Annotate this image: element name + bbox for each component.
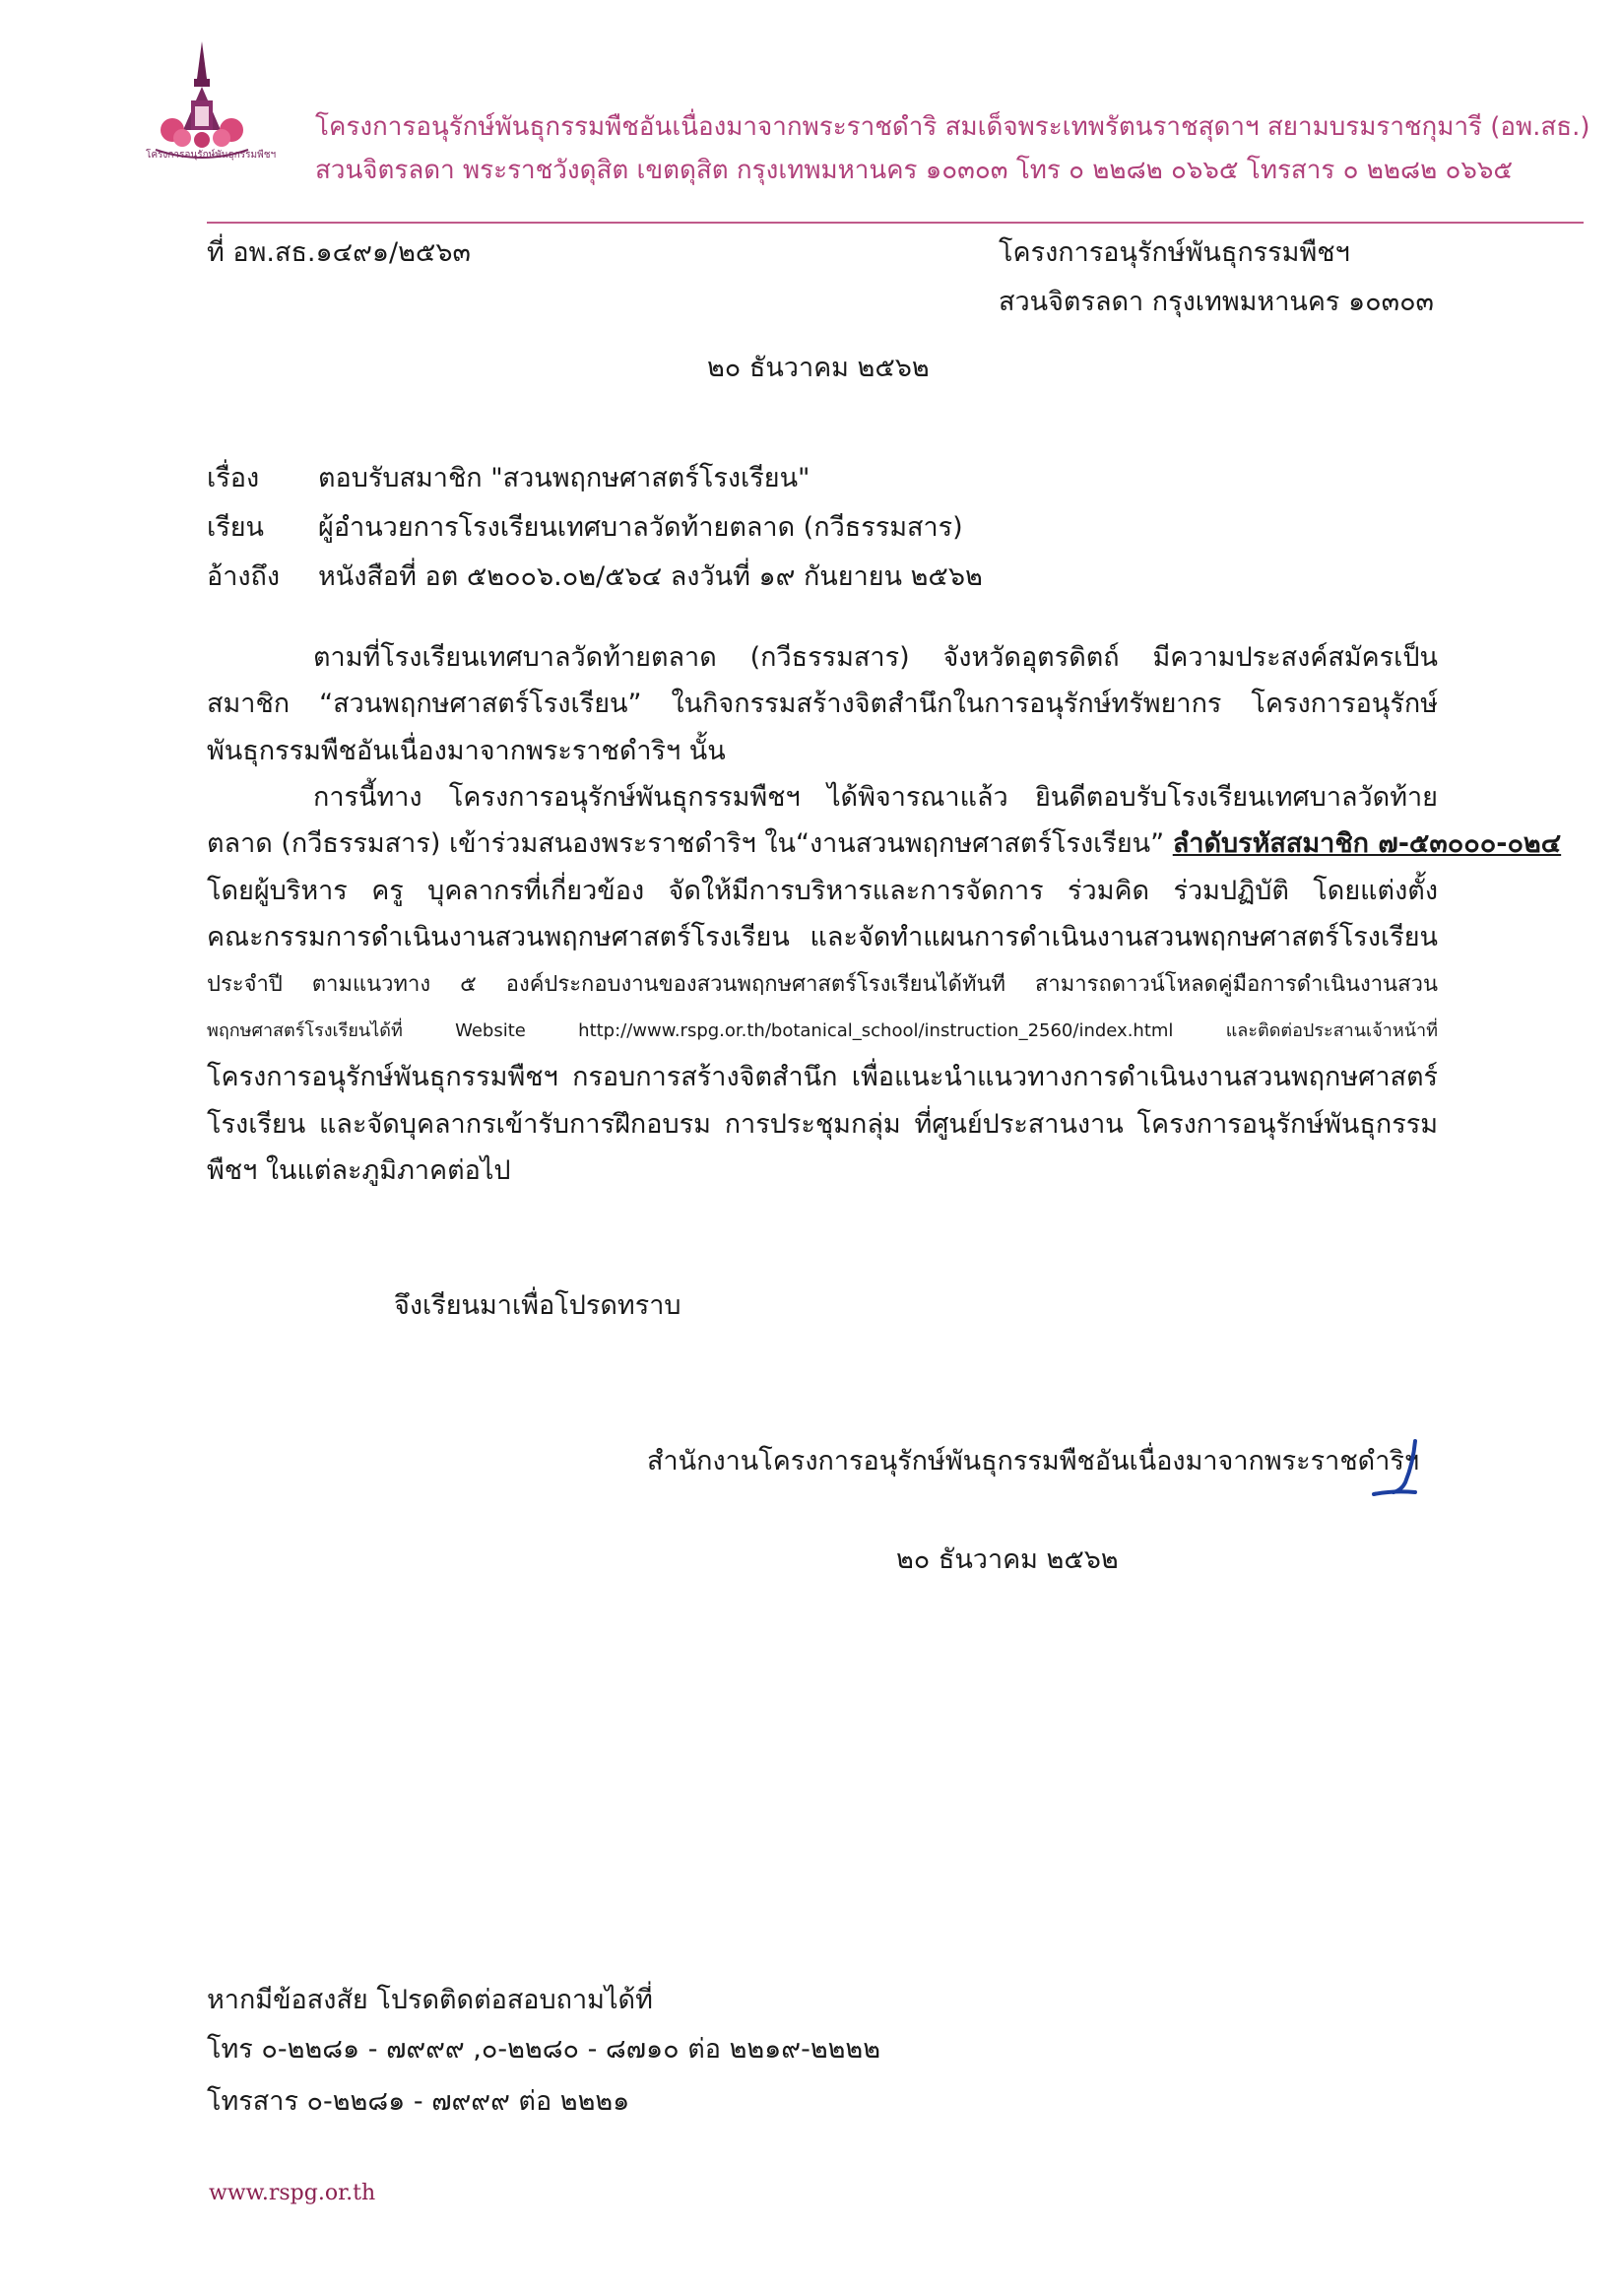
paragraph-2-line: โดยผู้บริหาร ครู บุคลากรที่เกี่ยวข้อง จัดให้มีการบริหารและการจัดการ ร่วมคิด ร่วมปฏิบัติ โดยแต่งตั้ง: [207, 875, 1438, 906]
subject-label: เรื่อง: [207, 463, 260, 493]
paragraph-2-line: คณะกรรมการดำเนินงานสวนพฤกษศาสตร์โรงเรียน และจัดทำแผนการดำเนินงานสวนพฤกษศาสตร์โรงเรียน: [207, 922, 1438, 953]
contact-telephone: โทร ๐-๒๒๘๑ - ๗๙๙๙ ,๐-๒๒๘๐ - ๘๗๑๐ ต่อ ๒๒๑๙-๒๒๒๒: [207, 2034, 881, 2065]
sender-line-1: โครงการอนุรักษ์พันธุกรรมพืชฯ: [999, 237, 1350, 268]
closing-text: จึงเรียนมาเพื่อโปรดทราบ: [394, 1290, 681, 1321]
paragraph-1-line: พันธุกรรมพืชอันเนื่องมาจากพระราชดำริฯ นั้น: [207, 735, 726, 766]
letterhead-divider: [207, 222, 1584, 224]
paragraph-2-line: โครงการอนุรักษ์พันธุกรรมพืชฯ กรอบการสร้างจิตสำนึก เพื่อแนะนำแนวทางการดำเนินงานสวนพฤกษศาสตร์: [207, 1062, 1438, 1093]
sender-line-2: สวนจิตรลดา กรุงเทพมหานคร ๑๐๓๐๓: [999, 287, 1435, 317]
contact-intro: หากมีข้อสงสัย โปรดติดต่อสอบถามได้ที่: [207, 1985, 653, 2015]
handwritten-signature: [1364, 1433, 1443, 1512]
paragraph-2-line-with-code: [207, 820, 1562, 867]
signature-office: สำนักงานโครงการอนุรักษ์พันธุกรรมพืชอันเนื่องมาจากพระราชดำริฯ: [647, 1446, 1420, 1476]
reference-value: หนังสือที่ อต ๕๒๐๐๖.๐๒/๕๖๔ ลงวันที่ ๑๙ กันยายน ๒๕๖๒: [318, 561, 983, 592]
subject-value: ตอบรับสมาชิก "สวนพฤกษศาสตร์โรงเรียน": [318, 463, 810, 493]
reference-number: ที่ อพ.สธ.๑๔๙๑/๒๕๖๓: [207, 237, 471, 268]
member-code: ลำดับรหัสสมาชิก ๗-๕๓๐๐๐-๐๒๔: [1172, 828, 1562, 860]
letter-date: ๒๐ ธันวาคม ๒๕๖๒: [707, 353, 930, 383]
logo-caption: โครงการอนุรักษ์พันธุกรรมพืชฯ: [146, 150, 277, 161]
paragraph-2-line: การนี้ทาง โครงการอนุรักษ์พันธุกรรมพืชฯ ได้พิจารณาแล้ว ยินดีตอบรับโรงเรียนเทศบาลวัดท้าย: [313, 782, 1438, 813]
paragraph-2-line-with-url: พฤกษศาสตร์โรงเรียนได้ที่ Website http://www.rspg.or.th/botanical_school/instruction_2560/index.html และติดต่อประสานเจ้าหน้าที่: [207, 1020, 1438, 1042]
recipient-label: เรียน: [207, 512, 265, 543]
paragraph-2-line: ประจำปี ตามแนวทาง ๕ องค์ประกอบงานของสวนพฤกษศาสตร์โรงเรียนได้ทันที สามารถดาวน์โหลดคู่มือการดำเนินงานสวน: [207, 971, 1438, 997]
footer-website[interactable]: www.rspg.or.th: [209, 2181, 376, 2205]
recipient-value: ผู้อำนวยการโรงเรียนเทศบาลวัดท้ายตลาด (กวีธรรมสาร): [318, 512, 963, 543]
letterhead-line-1: โครงการอนุรักษ์พันธุกรรมพืชอันเนื่องมาจากพระราชดำริ สมเด็จพระเทพรัตนราชสุดาฯ สยามบรมราชกุมารี (อพ.สธ.): [315, 112, 1590, 142]
signature-date: ๒๐ ธันวาคม ๒๕๖๒: [896, 1544, 1119, 1575]
paragraph-2-line: พืชฯ ในแต่ละภูมิภาคต่อไป: [207, 1155, 511, 1187]
contact-fax: โทรสาร ๐-๒๒๘๑ - ๗๙๙๙ ต่อ ๒๒๒๑: [207, 2086, 630, 2117]
body-paragraph-1: [207, 634, 1438, 774]
letterhead-line-2: สวนจิตรลดา พระราชวังดุสิต เขตดุสิต กรุงเทพมหานคร ๑๐๓๐๓ โทร ๐ ๒๒๘๒ ๐๖๖๕ โทรสาร ๐ ๒๒๘๒ ๐๖๖๕: [315, 156, 1514, 185]
paragraph-2-line-text: ตลาด (กวีธรรมสาร) เข้าร่วมสนองพระราชดำริฯ ใน“งานสวนพฤกษศาสตร์โรงเรียน”: [207, 828, 1165, 860]
paragraph-1-line: ตามที่โรงเรียนเทศบาลวัดท้ายตลาด (กวีธรรมสาร) จังหวัดอุตรดิตถ์ มีความประสงค์สมัครเป็น: [313, 642, 1438, 673]
body-paragraph-2: [207, 774, 1562, 1195]
reference-label: อ้างถึง: [207, 561, 281, 592]
paragraph-2-line: โรงเรียน และจัดบุคลากรเข้ารับการฝึกอบรม การประชุมกลุ่ม ที่ศูนย์ประสานงาน โครงการอนุรักษ์พันธุกรรม: [207, 1108, 1438, 1140]
paragraph-1-line: สมาชิก “สวนพฤกษศาสตร์โรงเรียน” ในกิจกรรมสร้างจิตสำนึกในการอนุรักษ์ทรัพยากร โครงการอนุรักษ์: [207, 689, 1438, 720]
